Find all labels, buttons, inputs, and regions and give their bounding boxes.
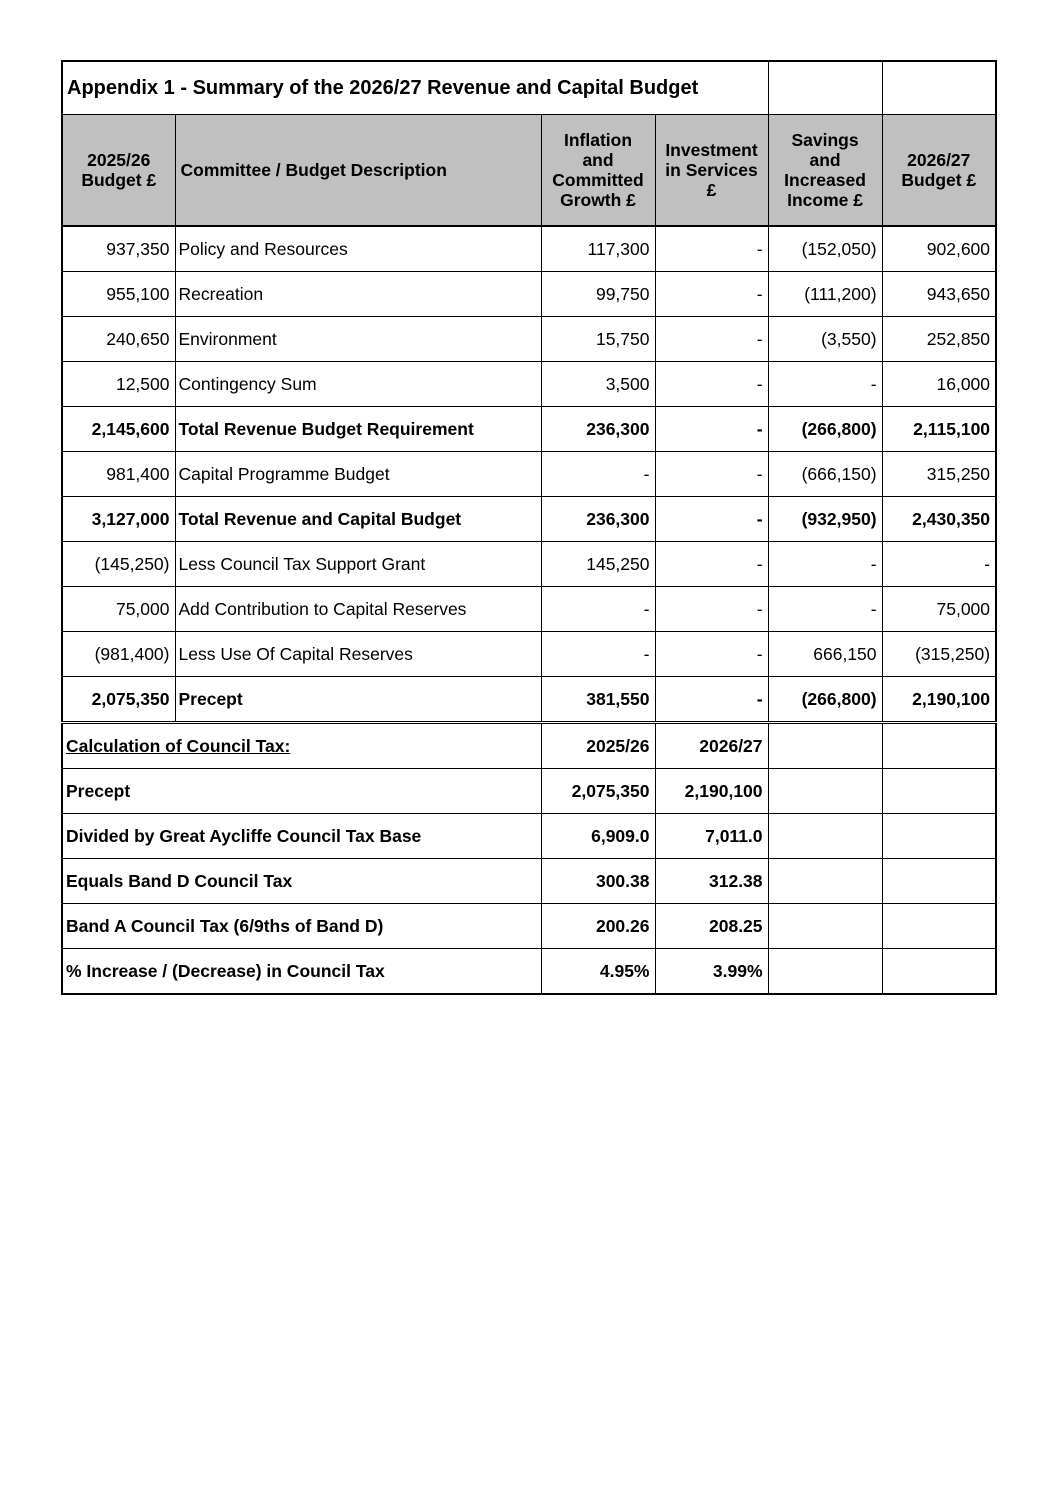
cell-budget-prev: 75,000 xyxy=(62,587,175,632)
cell-budget-prev: (981,400) xyxy=(62,632,175,677)
cell-budget-prev: 937,350 xyxy=(62,226,175,272)
cell-budget-next: 902,600 xyxy=(882,226,996,272)
cell-budget-next: 2,115,100 xyxy=(882,407,996,452)
cell-description: Total Revenue Budget Requirement xyxy=(175,407,541,452)
cell-budget-prev: 12,500 xyxy=(62,362,175,407)
cell-description: Less Use Of Capital Reserves xyxy=(175,632,541,677)
calc-row xyxy=(62,949,996,995)
cell-investment: - xyxy=(655,632,768,677)
cell-inflation: 236,300 xyxy=(541,407,655,452)
calc-row xyxy=(62,769,996,814)
cell-description: Total Revenue and Capital Budget xyxy=(175,497,541,542)
calc-label: Equals Band D Council Tax xyxy=(62,859,541,904)
calc-row xyxy=(62,814,996,859)
empty-cell xyxy=(768,859,882,904)
cell-budget-next: 2,190,100 xyxy=(882,677,996,723)
table-row xyxy=(62,226,996,272)
cell-investment: - xyxy=(655,542,768,587)
cell-investment: - xyxy=(655,452,768,497)
calc-value-2026-27: 208.25 xyxy=(655,904,768,949)
empty-cell xyxy=(882,723,996,769)
cell-description: Environment xyxy=(175,317,541,362)
empty-cell xyxy=(768,949,882,995)
empty-cell xyxy=(768,904,882,949)
cell-budget-prev: (145,250) xyxy=(62,542,175,587)
cell-inflation: 236,300 xyxy=(541,497,655,542)
empty-cell xyxy=(882,61,996,115)
empty-cell xyxy=(882,814,996,859)
calc-heading-row xyxy=(62,723,996,769)
cell-inflation: - xyxy=(541,452,655,497)
calc-value-2026-27: 7,011.0 xyxy=(655,814,768,859)
table-row xyxy=(62,362,996,407)
cell-inflation: 15,750 xyxy=(541,317,655,362)
cell-inflation: 117,300 xyxy=(541,226,655,272)
header-budget-next: 2026/27 Budget £ xyxy=(882,115,996,227)
calc-label: Precept xyxy=(62,769,541,814)
cell-savings: (266,800) xyxy=(768,677,882,723)
cell-savings: (152,050) xyxy=(768,226,882,272)
empty-cell xyxy=(768,814,882,859)
calc-value-2026-27: 312.38 xyxy=(655,859,768,904)
calc-value-2025-26: 2,075,350 xyxy=(541,769,655,814)
table-row xyxy=(62,317,996,362)
table-row xyxy=(62,677,996,723)
header-investment: Investment in Services £ xyxy=(655,115,768,227)
calc-value-2025-26: 2025/26 xyxy=(541,723,655,769)
cell-savings: - xyxy=(768,362,882,407)
cell-investment: - xyxy=(655,362,768,407)
cell-savings: - xyxy=(768,542,882,587)
cell-description: Precept xyxy=(175,677,541,723)
cell-inflation: 99,750 xyxy=(541,272,655,317)
cell-budget-prev: 2,145,600 xyxy=(62,407,175,452)
calc-value-2026-27: 3.99% xyxy=(655,949,768,995)
cell-savings: - xyxy=(768,587,882,632)
calc-value-2025-26: 6,909.0 xyxy=(541,814,655,859)
cell-investment: - xyxy=(655,497,768,542)
cell-investment: - xyxy=(655,272,768,317)
page-title: Appendix 1 - Summary of the 2026/27 Revenue and Capital Budget xyxy=(62,61,768,115)
calc-value-2025-26: 300.38 xyxy=(541,859,655,904)
cell-savings: 666,150 xyxy=(768,632,882,677)
cell-savings: (3,550) xyxy=(768,317,882,362)
table-row xyxy=(62,452,996,497)
cell-savings: (111,200) xyxy=(768,272,882,317)
table-row xyxy=(62,632,996,677)
budget-summary-sheet xyxy=(61,60,995,995)
cell-investment: - xyxy=(655,677,768,723)
calc-value-2025-26: 4.95% xyxy=(541,949,655,995)
cell-investment: - xyxy=(655,587,768,632)
empty-cell xyxy=(768,61,882,115)
cell-description: Recreation xyxy=(175,272,541,317)
header-budget-prev: 2025/26 Budget £ xyxy=(62,115,175,227)
cell-budget-next: 75,000 xyxy=(882,587,996,632)
header-description: Committee / Budget Description xyxy=(175,115,541,227)
calc-value-2026-27: 2026/27 xyxy=(655,723,768,769)
header-savings: Savings and Increased Income £ xyxy=(768,115,882,227)
cell-investment: - xyxy=(655,226,768,272)
table-row xyxy=(62,542,996,587)
header-row xyxy=(62,115,996,227)
cell-description: Contingency Sum xyxy=(175,362,541,407)
cell-budget-prev: 981,400 xyxy=(62,452,175,497)
cell-inflation: 145,250 xyxy=(541,542,655,587)
empty-cell xyxy=(882,904,996,949)
header-inflation: Inflation and Committed Growth £ xyxy=(541,115,655,227)
empty-cell xyxy=(768,723,882,769)
cell-description: Less Council Tax Support Grant xyxy=(175,542,541,587)
table-row xyxy=(62,497,996,542)
calc-value-2025-26: 200.26 xyxy=(541,904,655,949)
cell-investment: - xyxy=(655,317,768,362)
cell-investment: - xyxy=(655,407,768,452)
cell-inflation: 381,550 xyxy=(541,677,655,723)
cell-inflation: - xyxy=(541,632,655,677)
cell-description: Policy and Resources xyxy=(175,226,541,272)
cell-budget-next: (315,250) xyxy=(882,632,996,677)
cell-budget-next: 315,250 xyxy=(882,452,996,497)
cell-budget-prev: 955,100 xyxy=(62,272,175,317)
empty-cell xyxy=(768,769,882,814)
table-row xyxy=(62,272,996,317)
cell-budget-prev: 3,127,000 xyxy=(62,497,175,542)
calc-label: Band A Council Tax (6/9ths of Band D) xyxy=(62,904,541,949)
calc-heading: Calculation of Council Tax: xyxy=(62,723,541,769)
title-row xyxy=(62,61,996,115)
cell-inflation: - xyxy=(541,587,655,632)
empty-cell xyxy=(882,949,996,995)
cell-budget-next: 16,000 xyxy=(882,362,996,407)
cell-savings: (266,800) xyxy=(768,407,882,452)
cell-savings: (666,150) xyxy=(768,452,882,497)
cell-budget-next: 943,650 xyxy=(882,272,996,317)
calc-label: % Increase / (Decrease) in Council Tax xyxy=(62,949,541,995)
budget-table xyxy=(61,60,997,995)
table-row xyxy=(62,407,996,452)
calc-label: Divided by Great Aycliffe Council Tax Base xyxy=(62,814,541,859)
empty-cell xyxy=(882,859,996,904)
cell-budget-next: 252,850 xyxy=(882,317,996,362)
cell-budget-prev: 2,075,350 xyxy=(62,677,175,723)
cell-savings: (932,950) xyxy=(768,497,882,542)
cell-description: Capital Programme Budget xyxy=(175,452,541,497)
cell-inflation: 3,500 xyxy=(541,362,655,407)
cell-budget-prev: 240,650 xyxy=(62,317,175,362)
empty-cell xyxy=(882,769,996,814)
calc-row xyxy=(62,859,996,904)
calc-row xyxy=(62,904,996,949)
cell-budget-next: - xyxy=(882,542,996,587)
calc-value-2026-27: 2,190,100 xyxy=(655,769,768,814)
table-row xyxy=(62,587,996,632)
cell-description: Add Contribution to Capital Reserves xyxy=(175,587,541,632)
cell-budget-next: 2,430,350 xyxy=(882,497,996,542)
